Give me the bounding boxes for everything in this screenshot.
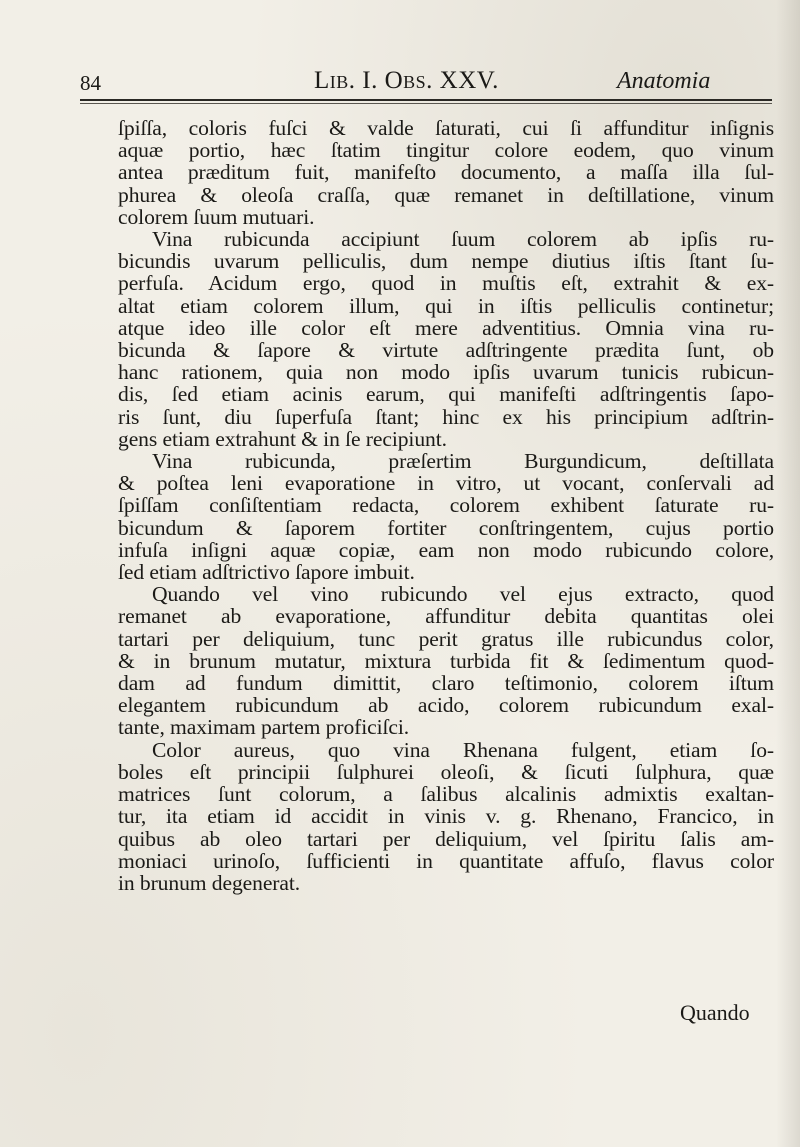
text-line: remanet ab evaporatione, affunditur debita quantitas olei: [118, 604, 774, 629]
text-line: bicundis uvarum pelliculis, dum nempe diutius iſtis ſtant ſu-: [118, 249, 774, 274]
text-line: Color aureus, quo vina Rhenana fulgent, etiam ſo-: [152, 737, 774, 762]
paragraph: [118, 117, 774, 228]
paragraph: [118, 450, 774, 583]
text-line: ſpiſſam conſiſtentiam redacta, colorem exhibent ſaturate ru-: [118, 493, 774, 518]
text-line: Vina rubicunda accipiunt ſuum colorem ab ipſis ru-: [152, 227, 774, 252]
text-line: infuſa inſigni aquæ copiæ, eam non modo rubicundo colore,: [118, 537, 774, 562]
text-line: moniaci urinoſo, ſufficienti in quantitate affuſo, flavus color: [118, 848, 774, 873]
text-line: atque ideo ille color eſt mere adventitius. Omnia vina ru-: [118, 315, 774, 340]
running-head: Lib. I. Obs. XXV.: [314, 67, 499, 94]
running-head-italic: Anatomia: [617, 68, 711, 94]
text-line: tur, ita etiam id accidit in vinis v. g. Rhenano, Francico, in: [118, 804, 774, 829]
text-line: elegantem rubicundum ab acido, colorem rubicundum exal-: [118, 693, 774, 718]
text-line: ſpiſſa, coloris fuſci & valde ſaturati, cui ſi affunditur inſignis: [118, 116, 774, 140]
text-line: & in brunum mutatur, mixtura turbida fit & ſedimentum quod-: [118, 648, 774, 673]
text-line: aquæ portio, hæc ſtatim tingitur colore eodem, quo vinum: [118, 138, 774, 163]
text-line: boles eſt principii ſulphurei oleoſi, & ſicuti ſulphura, quæ: [118, 759, 774, 784]
text-line: quibus ab oleo tartari per deliquium, vel ſpiritu ſalis am-: [118, 826, 774, 851]
text-line: bicundum & ſaporem fortiter conſtringentem, cujus portio: [118, 515, 774, 540]
text-line: hanc rationem, quia non modo ipſis uvarum tunicis rubicun-: [118, 360, 774, 385]
text-line: ris ſunt, diu ſuperfuſa ſtant; hinc ex his principium adſtrin-: [118, 404, 774, 429]
body-text: [118, 117, 774, 894]
text-line: matrices ſunt colorum, a ſalibus alcalinis admixtis exaltan-: [118, 782, 774, 807]
text-line: tante, maximam partem proficiſci.: [118, 715, 410, 740]
text-line: Quando vel vino rubicundo vel ejus extracto, quod: [152, 582, 774, 607]
header-rule: [80, 99, 772, 101]
text-line: colorem ſuum mutuari.: [118, 204, 315, 229]
text-line: phurea & oleoſa craſſa, quæ remanet in deſtillatione, vinum: [118, 182, 774, 207]
paragraph: [118, 228, 774, 450]
text-line: dis, ſed etiam acinis earum, qui manifeſti adſtringentis ſapo-: [118, 382, 774, 407]
text-line: gens etiam extrahunt & in ſe recipiunt.: [118, 426, 447, 451]
paragraph: [118, 739, 774, 894]
catchword: Quando: [680, 1000, 750, 1025]
page-number: 84: [80, 71, 101, 95]
text-line: bicunda & ſapore & virtute adſtringente prædita ſunt, ob: [118, 338, 774, 363]
page-edge-shadow: [776, 0, 800, 1147]
text-line: altat etiam colorem illum, qui in iſtis pelliculis continetur;: [118, 293, 774, 318]
text-line: tartari per deliquium, tunc perit gratus ille rubicundus color,: [118, 626, 774, 651]
text-line: dam ad fundum dimittit, claro teſtimonio, colorem iſtum: [118, 671, 774, 696]
text-line: ſed etiam adſtrictivo ſapore imbuit.: [118, 560, 415, 585]
header-rule-thin: [80, 103, 772, 104]
text-line: & poſtea leni evaporatione in vitro, ut vocant, conſervali ad: [118, 471, 774, 496]
text-line: perfuſa. Acidum ergo, quod in muſtis eſt, extrahit & ex-: [118, 271, 774, 296]
text-line: Vina rubicunda, præſertim Burgundicum, deſtillata: [152, 449, 774, 474]
page-header: [80, 66, 780, 96]
paragraph: [118, 583, 774, 738]
text-line: antea præditum fuit, manifeſto documento, a maſſa illa ſul-: [118, 160, 774, 185]
text-line: in brunum degenerat.: [118, 870, 301, 895]
